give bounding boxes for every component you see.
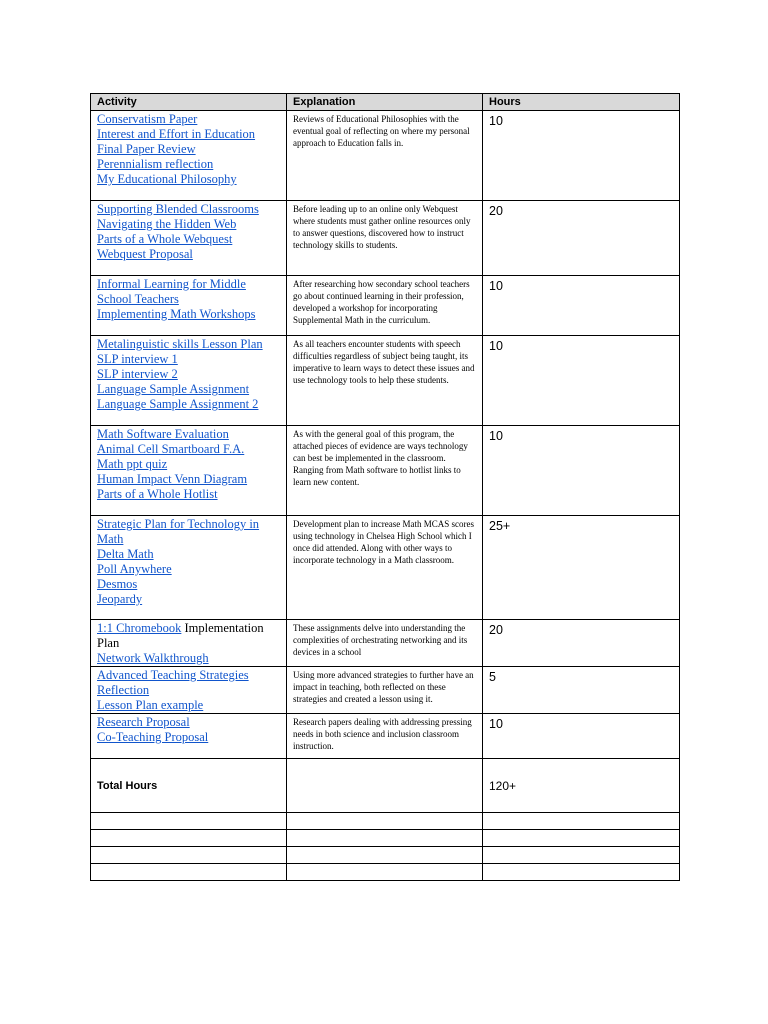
activity-link[interactable]: Jeopardy [97, 592, 143, 606]
activity-link[interactable]: Informal Learning for Middle School Teachers [97, 277, 246, 306]
activity-link[interactable]: Math ppt quiz [97, 457, 168, 471]
empty-cell [483, 813, 680, 830]
activity-link[interactable]: Interest and Effort in Education [97, 127, 256, 141]
explanation-cell: After researching how secondary school teachers go about continued learning in their profession, developed a workshop for incorporating Supplemental Math in the curriculum. [287, 276, 483, 336]
hours-cell: 10 [483, 276, 680, 336]
table-row [91, 426, 680, 516]
explanation-cell: Reviews of Educational Philosophies with the eventual goal of reflecting on where my personal approach to Education falls in. [287, 111, 483, 201]
activity-link[interactable]: My Educational Philosophy [97, 172, 237, 186]
activity-cell [91, 714, 287, 759]
hours-cell: 20 [483, 620, 680, 667]
explanation-cell: Development plan to increase Math MCAS scores using technology in Chelsea High School which I once did attended. Along with other ways to incorporate technology in a Math classroom. [287, 516, 483, 620]
explanation-cell: As with the general goal of this program, the attached pieces of evidence are ways technology can best be implemented in the classroom. Ranging from Math software to hotlist links to learn new content. [287, 426, 483, 516]
table-row [91, 276, 680, 336]
activity-cell [91, 336, 287, 426]
activity-text: Implementation Plan [97, 621, 264, 650]
header-activity: Activity [91, 94, 287, 111]
activity-link[interactable]: Human Impact Venn Diagram [97, 472, 248, 486]
total-empty-cell [287, 759, 483, 813]
table-row [91, 111, 680, 201]
activity-link[interactable]: Network Walkthrough [97, 651, 209, 665]
header-hours: Hours [483, 94, 680, 111]
empty-row [91, 847, 680, 864]
hours-cell: 10 [483, 111, 680, 201]
hours-cell: 5 [483, 667, 680, 714]
activity-table [90, 93, 680, 881]
activity-link[interactable]: Lesson Plan example [97, 698, 204, 712]
activity-cell [91, 426, 287, 516]
activity-link[interactable]: SLP interview 2 [97, 367, 178, 381]
empty-row [91, 864, 680, 881]
activity-link[interactable]: Strategic Plan for Technology in Math [97, 517, 260, 546]
activity-link[interactable]: Language Sample Assignment [97, 382, 250, 396]
activity-link[interactable]: Metalinguistic skills Lesson Plan [97, 337, 263, 351]
activity-link[interactable]: Advanced Teaching Strategies Reflection [97, 668, 249, 697]
table-row [91, 667, 680, 714]
activity-link[interactable]: Supporting Blended Classrooms [97, 202, 259, 216]
activity-link[interactable]: Conservatism Paper [97, 112, 198, 126]
table-row [91, 516, 680, 620]
activity-link[interactable]: Webquest Proposal [97, 247, 193, 261]
hours-cell: 20 [483, 201, 680, 276]
header-row [91, 94, 680, 111]
hours-cell: 10 [483, 336, 680, 426]
hours-cell: 25+ [483, 516, 680, 620]
activity-link[interactable]: Perennialism reflection [97, 157, 214, 171]
empty-cell [287, 830, 483, 847]
explanation-cell: As all teachers encounter students with speech difficulties regardless of subject being taught, its imperative to learn ways to detect these issues and use technology tools to help these students. [287, 336, 483, 426]
empty-cell [287, 813, 483, 830]
activity-cell [91, 111, 287, 201]
empty-cell [91, 813, 287, 830]
activity-link[interactable]: Implementing Math Workshops [97, 307, 256, 321]
explanation-cell: Before leading up to an online only Webquest where students must gather online resources only to answer questions, discovered how to instruct technology skills to students. [287, 201, 483, 276]
activity-link[interactable]: Animal Cell Smartboard F.A. [97, 442, 245, 456]
activity-link[interactable]: Desmos [97, 577, 138, 591]
activity-link[interactable]: Co-Teaching Proposal [97, 730, 209, 744]
total-value: 120+ [483, 759, 680, 813]
empty-cell [91, 847, 287, 864]
table-row [91, 714, 680, 759]
empty-row [91, 830, 680, 847]
activity-link[interactable]: Research Proposal [97, 715, 190, 729]
table-row [91, 201, 680, 276]
hours-cell: 10 [483, 714, 680, 759]
activity-cell [91, 516, 287, 620]
table-row [91, 620, 680, 667]
empty-row [91, 813, 680, 830]
explanation-cell: Using more advanced strategies to further have an impact in teaching, both reflected on these strategies and created a lesson using it. [287, 667, 483, 714]
activity-link[interactable]: Parts of a Whole Webquest [97, 232, 233, 246]
explanation-cell: These assignments delve into understanding the complexities of orchestrating networking and its devices in a school [287, 620, 483, 667]
empty-cell [91, 864, 287, 881]
activity-link[interactable]: Delta Math [97, 547, 154, 561]
activity-cell [91, 276, 287, 336]
activity-link[interactable]: Final Paper Review [97, 142, 196, 156]
activity-link[interactable]: Poll Anywhere [97, 562, 172, 576]
activity-link[interactable]: SLP interview 1 [97, 352, 178, 366]
empty-cell [483, 864, 680, 881]
empty-cell [483, 847, 680, 864]
empty-cell [287, 864, 483, 881]
activity-cell [91, 667, 287, 714]
activity-cell [91, 201, 287, 276]
total-row [91, 759, 680, 813]
total-label: Total Hours [91, 759, 287, 813]
header-explanation: Explanation [287, 94, 483, 111]
explanation-cell: Research papers dealing with addressing pressing needs in both science and inclusion classroom instruction. [287, 714, 483, 759]
mixed-line [97, 621, 280, 651]
table-row [91, 336, 680, 426]
empty-cell [91, 830, 287, 847]
hours-cell: 10 [483, 426, 680, 516]
activity-cell [91, 620, 287, 667]
activity-link[interactable]: Math Software Evaluation [97, 427, 229, 441]
activity-link[interactable]: 1:1 Chromebook [97, 621, 182, 635]
activity-link[interactable]: Parts of a Whole Hotlist [97, 487, 218, 501]
activity-link[interactable]: Language Sample Assignment 2 [97, 397, 259, 411]
activity-link[interactable]: Navigating the Hidden Web [97, 217, 237, 231]
empty-cell [287, 847, 483, 864]
empty-cell [483, 830, 680, 847]
